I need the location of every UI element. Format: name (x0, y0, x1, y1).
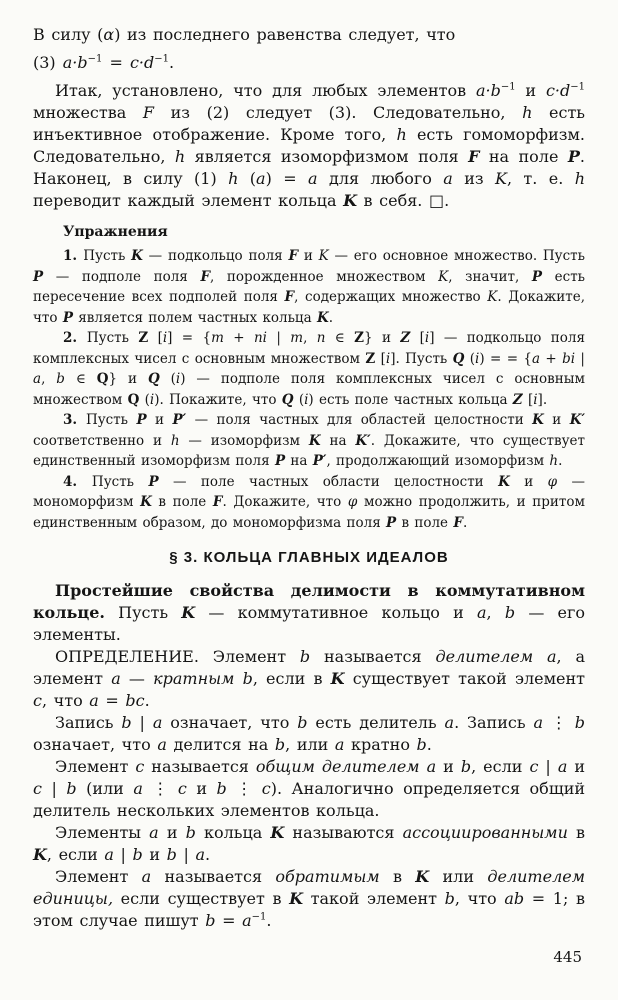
text-segment: K (498, 473, 510, 490)
text-segment: называются (284, 823, 403, 842)
text-segment: . (266, 911, 272, 930)
text-segment: — коммутативное кольцо и (195, 603, 477, 622)
text-segment: Итак, установлено, что для любых элементов (55, 81, 476, 100)
text-segment: i (162, 330, 168, 346)
paragraph-notation (33, 712, 585, 756)
text-segment: . (462, 514, 468, 531)
text-segment: является полем частных кольца (72, 309, 317, 326)
text-segment: b (205, 911, 216, 930)
text-segment: | (266, 330, 291, 346)
text-segment: P (33, 268, 44, 285)
text-segment: ] = { (167, 330, 212, 346)
text-segment: K (270, 823, 285, 842)
text-segment: Пусть (85, 412, 137, 428)
text-segment: ) — подполе поля комплексных чисел с основным множеством (33, 371, 586, 408)
page-content (33, 24, 585, 932)
text-segment: ОПРЕДЕЛЕНИЕ. Элемент (55, 647, 300, 666)
text-segment: b (299, 647, 311, 666)
paragraph-associated (33, 822, 585, 866)
text-segment: K (33, 845, 47, 864)
text-segment: n (316, 330, 326, 346)
text-segment: называется (151, 867, 276, 886)
text-segment: K (140, 494, 152, 510)
text-segment: c (529, 757, 539, 776)
text-segment: . (169, 53, 175, 72)
text-segment: обратимым (275, 867, 380, 886)
text-segment: и (158, 823, 186, 842)
text-segment: ∈ (64, 371, 97, 387)
text-segment: является изоморфизмом поля (185, 147, 469, 166)
text-segment: b (56, 371, 65, 387)
text-segment: Q (147, 371, 160, 387)
text-segment: ( (139, 391, 150, 408)
text-segment: ⋮ (543, 713, 575, 732)
exercise-3 (33, 410, 585, 472)
text-segment: ) есть поле частных кольца (308, 391, 513, 408)
text-segment: K (494, 169, 507, 188)
text-segment: [ (375, 350, 386, 367)
text-segment: a (111, 669, 121, 688)
text-segment: P (274, 453, 286, 469)
text-segment: — подкольцо поля (142, 248, 289, 264)
text-segment: переводит каждый элемент кольца (33, 191, 344, 210)
text-segment: — (120, 669, 154, 688)
text-segment: . (426, 735, 432, 754)
text-segment: — мономорфизм (33, 473, 586, 510)
text-segment: ( (293, 391, 305, 408)
text-segment: делителем единицы, (33, 867, 585, 908)
text-segment: = 1; в этом случае пишут (33, 889, 585, 930)
text-segment: φ (347, 494, 358, 510)
text-segment: −1 (154, 53, 169, 65)
text-segment: P (567, 147, 580, 166)
text-segment: ) = = { (479, 350, 532, 367)
text-segment: i (385, 350, 391, 367)
text-segment: В силу ( (33, 25, 104, 44)
text-segment: . (204, 845, 211, 864)
text-segment: c·d (545, 81, 571, 100)
text-segment: и (298, 248, 319, 264)
text-segment: и (142, 845, 167, 864)
paragraph-common-divisor (33, 756, 585, 822)
paragraph-divisibility-lead (33, 580, 585, 646)
text-segment: , что (454, 889, 505, 908)
text-segment: Q (452, 350, 465, 367)
text-segment: | (113, 845, 133, 864)
text-segment: Z (365, 350, 376, 367)
text-segment: h (228, 169, 239, 188)
text-segment: i (175, 371, 181, 387)
text-segment: a (533, 713, 543, 732)
text-segment: + (223, 330, 254, 346)
text-segment: . Докажите, что существует единственный изоморфизм поля (33, 432, 585, 469)
text-segment: h (174, 147, 186, 166)
text-segment: i (149, 391, 155, 408)
text-segment: c (135, 757, 145, 776)
text-segment: a (308, 169, 318, 188)
text-segment: если существует в (113, 889, 290, 908)
text-segment: Запись (55, 713, 122, 732)
text-segment: = (98, 691, 126, 710)
text-segment: Q (281, 391, 294, 408)
text-segment: . Докажите, что (222, 494, 348, 510)
text-segment: b (216, 779, 227, 798)
text-segment: можно продолжить, и притом единственным образом, до мономорфизма поля (33, 494, 585, 531)
text-segment: и (509, 473, 548, 490)
text-segment: P (148, 473, 159, 490)
text-segment: (3) (33, 53, 63, 72)
text-segment: P (136, 412, 147, 428)
text-segment: K (532, 412, 544, 428)
paragraph-proof-end (33, 80, 585, 212)
text-segment: , что (41, 691, 90, 710)
text-segment: F (212, 494, 223, 510)
text-segment: P (62, 309, 73, 326)
text-segment: = (215, 911, 243, 930)
text-segment: , продолжающий изоморфизм (326, 453, 550, 469)
exercise-4 (33, 472, 585, 534)
text-segment: | (41, 779, 67, 798)
text-segment: ( (238, 169, 257, 188)
text-segment: Пусть (91, 473, 149, 490)
text-segment: ⋮ (226, 779, 262, 798)
text-segment: ⋮ (142, 779, 178, 798)
text-segment: i (304, 391, 309, 408)
text-segment: 4. (63, 473, 92, 490)
text-segment: + (540, 350, 563, 367)
text-segment: 3. (63, 412, 86, 428)
text-segment: , или (285, 735, 335, 754)
text-segment: ] — подкольцо поля комплексных чисел с основным множеством (33, 330, 586, 367)
text-segment: a·b (62, 53, 88, 72)
text-segment: из (452, 169, 495, 188)
text-segment: K (289, 889, 304, 908)
text-segment: K (487, 289, 498, 305)
text-segment: K (415, 867, 430, 886)
text-segment: 1. (63, 248, 84, 264)
text-segment: bi (562, 350, 576, 367)
text-segment: и (543, 412, 570, 428)
text-segment: K (308, 432, 321, 449)
text-segment: Q (96, 371, 109, 387)
text-segment: c (33, 691, 42, 710)
text-segment: называется (310, 647, 436, 666)
text-segment: — его элементы. (33, 603, 586, 644)
paragraph-intro (33, 24, 585, 46)
text-segment: φ (547, 473, 558, 490)
text-segment: a (557, 757, 568, 776)
text-segment: — поля частных для областей целостности (186, 412, 533, 428)
text-segment: Элементы (55, 823, 150, 842)
text-segment: . (558, 453, 563, 469)
text-segment: есть пересечение всех подполей поля (33, 268, 586, 305)
text-segment: Элемент (55, 757, 136, 776)
text-segment: кратно (344, 735, 417, 754)
text-segment: a (195, 845, 205, 864)
text-segment: h (549, 453, 559, 469)
text-segment: F (200, 268, 211, 285)
text-segment: кратным b (153, 669, 253, 688)
text-segment: ) из последнего равенства следует, что (114, 25, 456, 44)
text-segment: c·d (129, 53, 155, 72)
text-segment: называется (144, 757, 256, 776)
text-segment: a (89, 691, 99, 710)
text-segment: , содержащих множество (294, 289, 488, 305)
text-segment: есть делитель (307, 713, 445, 732)
text-segment: b (444, 889, 455, 908)
text-segment: такой элемент (303, 889, 445, 908)
text-segment: [ (522, 391, 534, 408)
text-segment: = (102, 53, 130, 72)
text-segment: существует такой элемент (344, 669, 586, 688)
text-segment: P′ (172, 412, 187, 428)
text-segment: , (41, 371, 57, 387)
text-segment: a (334, 735, 345, 754)
text-segment: a·b (475, 81, 501, 100)
text-segment: Z (512, 391, 523, 408)
text-segment: в себя. □. (356, 191, 450, 210)
text-segment: из (2) следует (3). Следовательно, (154, 103, 523, 122)
text-segment: P′ (312, 453, 327, 469)
text-segment: | (575, 350, 585, 367)
text-segment: | (538, 757, 558, 776)
text-segment: −1 (500, 81, 516, 93)
text-segment: c (33, 779, 42, 798)
text-segment: , (486, 603, 505, 622)
exercise-2 (33, 328, 585, 410)
text-segment: . Наконец, в силу (1) (33, 147, 585, 188)
text-segment: b (574, 713, 586, 732)
text-segment: −1 (251, 911, 267, 923)
equation-3 (33, 52, 585, 74)
text-segment: и (186, 779, 217, 798)
text-segment: K (438, 268, 449, 285)
text-segment: a (242, 911, 252, 930)
text-segment: b (166, 845, 177, 864)
text-segment: Z (138, 330, 149, 346)
text-segment: и (515, 81, 546, 100)
text-segment: P (386, 514, 397, 531)
text-segment: −1 (87, 53, 103, 65)
text-segment: F (453, 514, 463, 531)
text-segment: делителем a (435, 647, 557, 666)
text-segment: Простейшие свойства делимости в коммутативном кольце. (33, 581, 585, 622)
text-segment: ∈ (325, 330, 355, 346)
page-number: 445 (553, 948, 582, 966)
text-segment: K (181, 603, 196, 622)
text-segment: . (328, 309, 333, 326)
text-segment: a (443, 169, 453, 188)
text-segment: K (316, 309, 329, 326)
text-segment: , а элемент (33, 647, 586, 688)
text-segment: . Запись (454, 713, 534, 732)
text-segment: . (144, 691, 150, 710)
text-segment: −1 (570, 81, 585, 93)
text-segment: a (133, 779, 143, 798)
text-segment: b (66, 779, 77, 798)
text-segment: } и (108, 371, 148, 387)
text-segment: F (284, 289, 295, 305)
text-segment: b (416, 735, 427, 754)
text-segment: — его основное множество. Пусть (328, 248, 586, 264)
text-segment: i (533, 391, 538, 408)
text-segment: в (567, 823, 585, 842)
text-segment: , (303, 330, 317, 346)
text-segment: означает, что (162, 713, 298, 732)
text-segment: m (211, 330, 224, 346)
text-segment: b (185, 823, 196, 842)
text-segment: ]. Пусть (390, 350, 453, 367)
text-segment: K′ (569, 412, 586, 428)
text-segment: и (436, 757, 461, 776)
text-segment: , если (471, 757, 530, 776)
text-segment: b (132, 845, 143, 864)
text-segment: соответственно и (33, 432, 171, 449)
text-segment: a (149, 823, 159, 842)
text-segment: ( (464, 350, 476, 367)
text-segment: K (330, 669, 345, 688)
text-segment: bc (125, 691, 145, 710)
text-segment: } и (364, 330, 401, 346)
text-segment: Q (127, 391, 140, 408)
text-segment: F (288, 248, 299, 264)
text-segment: , значит, (448, 268, 532, 285)
text-segment: | (176, 845, 196, 864)
text-segment: на поле (479, 147, 568, 166)
text-segment: ( (159, 371, 176, 387)
text-segment: ассоциированными (402, 823, 568, 842)
text-segment: Пусть (104, 603, 182, 622)
exercise-1 (33, 246, 585, 328)
text-segment: в поле (151, 494, 213, 510)
text-segment: , если (46, 845, 105, 864)
text-segment: Z (354, 330, 365, 346)
text-segment: P (531, 268, 543, 285)
text-segment: a (141, 867, 152, 886)
text-segment: ni (253, 330, 267, 346)
text-segment: i (424, 330, 430, 346)
text-segment: , если в (252, 669, 331, 688)
text-segment: . Докажите, что (33, 289, 585, 326)
text-segment: a (444, 713, 455, 732)
text-segment: K′ (355, 432, 371, 449)
text-segment: c (261, 779, 271, 798)
text-segment: ]. (537, 391, 548, 408)
text-segment: ). Аналогично определяется общий делитель нескольких элементов кольца. (33, 779, 586, 820)
text-segment: Пусть (83, 248, 132, 264)
text-segment: в поле (396, 514, 454, 531)
text-segment: b (274, 735, 286, 754)
text-segment: F (468, 147, 480, 166)
text-segment: для любого (317, 169, 444, 188)
text-segment: h (396, 125, 407, 144)
text-segment: — подполе поля (43, 268, 201, 285)
text-segment: есть гомоморфизм. Следовательно, (33, 125, 586, 166)
text-segment: множества (33, 103, 143, 122)
section-heading: § 3. КОЛЬЦА ГЛАВНЫХ ИДЕАЛОВ (169, 549, 449, 566)
text-segment: F (142, 103, 155, 122)
text-segment: a (256, 169, 266, 188)
text-segment: a (157, 735, 167, 754)
text-segment: общим делителем a (255, 757, 437, 776)
text-segment: b (297, 713, 308, 732)
text-segment: ). Покажите, что (154, 391, 282, 408)
text-segment: Пусть (86, 330, 139, 346)
text-segment: c (177, 779, 187, 798)
text-segment: α (103, 25, 115, 44)
exercises-heading: Упражнения (63, 224, 168, 240)
text-segment: на (285, 453, 313, 469)
text-segment: — изоморфизм (179, 432, 309, 449)
text-segment: a (33, 371, 42, 387)
text-segment: K (343, 191, 357, 210)
text-segment: — поле частных области целостности (158, 473, 499, 490)
text-segment: (или (76, 779, 134, 798)
text-segment: есть инъективное отображение. Кроме того, (33, 103, 586, 144)
text-segment: | (131, 713, 153, 732)
text-segment: или (429, 867, 488, 886)
text-segment: a (152, 713, 163, 732)
text-segment: ab (504, 889, 525, 908)
text-segment: , порожденное множеством (210, 268, 439, 285)
text-segment: , т. е. (506, 169, 575, 188)
paragraph-invertible (33, 866, 585, 932)
text-segment: означает, что (33, 735, 158, 754)
text-segment: [ (410, 330, 425, 346)
text-segment: i (475, 350, 480, 367)
text-segment: a (476, 603, 487, 622)
text-segment: b (121, 713, 132, 732)
text-segment: ) = (265, 169, 309, 188)
text-segment: Z (400, 330, 411, 346)
text-segment: a (531, 350, 541, 367)
text-segment: кольца (195, 823, 271, 842)
text-segment: h (574, 169, 586, 188)
text-segment: на (320, 432, 356, 449)
text-segment: K (131, 248, 143, 264)
text-segment: b (460, 757, 472, 776)
text-segment: в (379, 867, 416, 886)
text-segment: m (290, 330, 304, 346)
text-segment: a (104, 845, 114, 864)
text-segment: b (504, 603, 516, 622)
text-segment: 2. (63, 330, 87, 346)
text-segment: h (170, 432, 180, 449)
text-segment: [ (148, 330, 163, 346)
text-segment: и (146, 412, 173, 428)
text-segment: и (567, 757, 586, 776)
text-segment: K (318, 248, 329, 264)
text-segment: Элемент (55, 867, 142, 886)
text-segment: делится на (166, 735, 275, 754)
text-segment: h (522, 103, 533, 122)
paragraph-definition (33, 646, 585, 712)
